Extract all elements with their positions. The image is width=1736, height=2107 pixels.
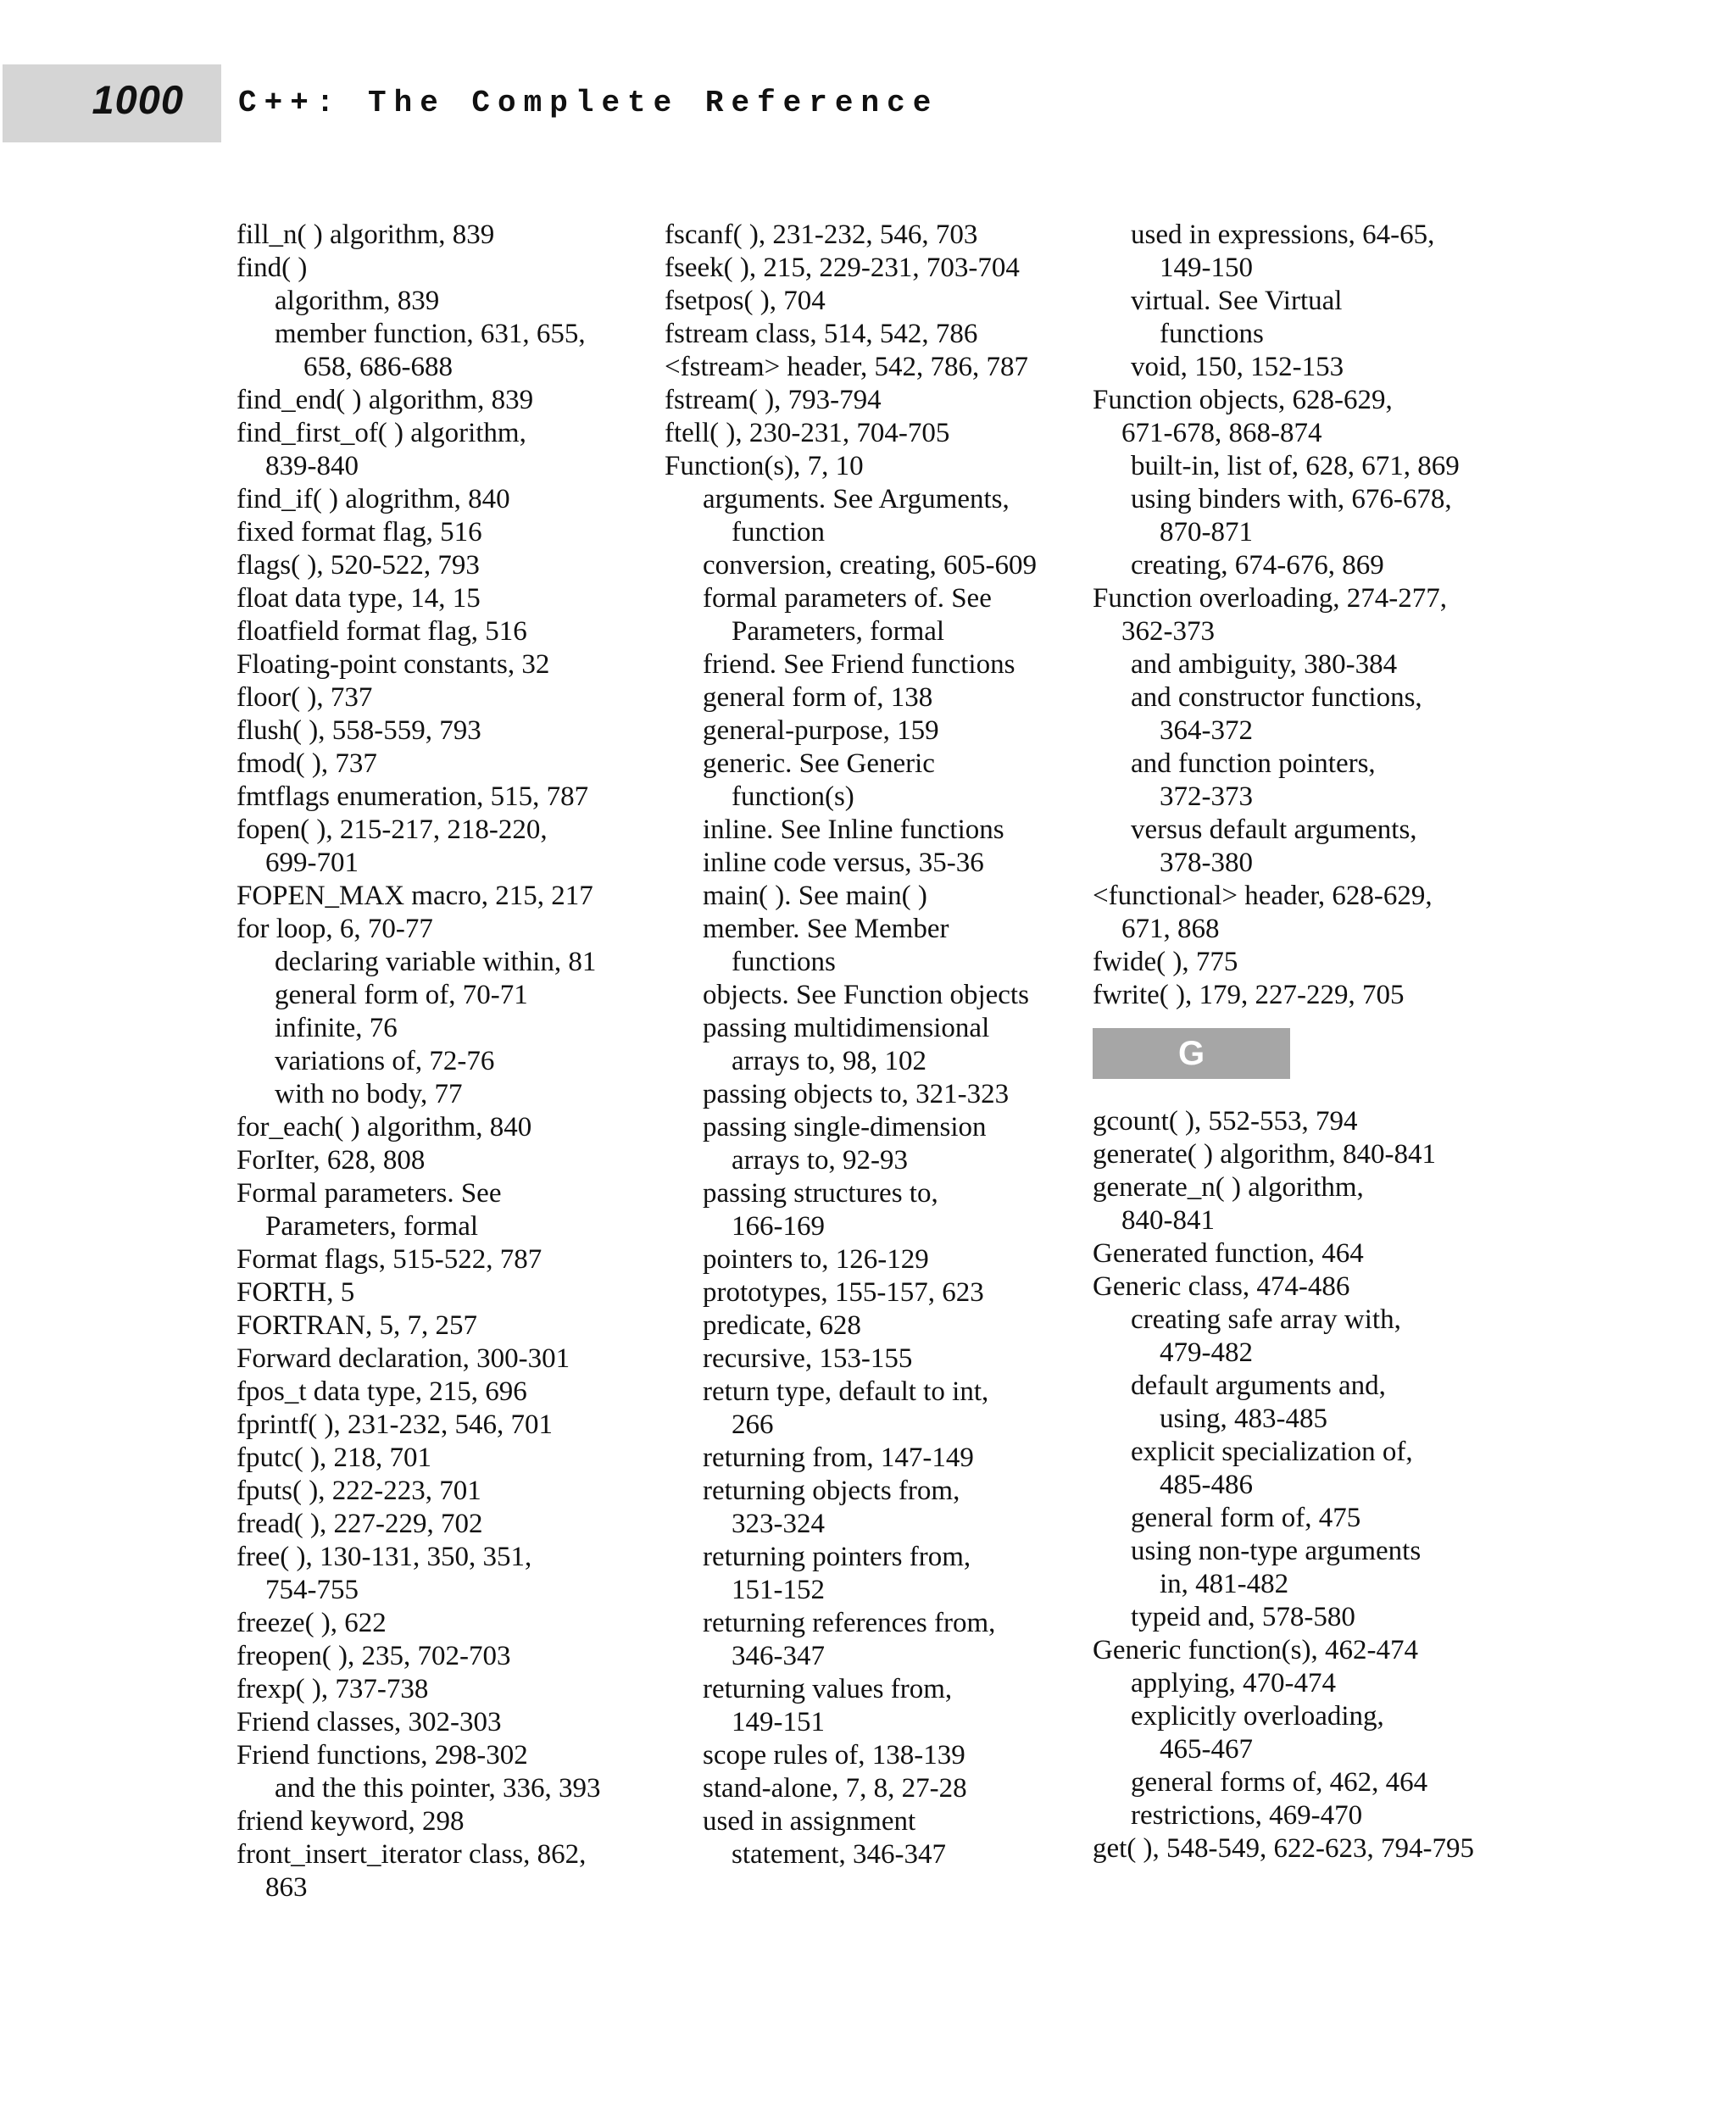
index-entry: for loop, 6, 70-77 [236, 914, 433, 944]
index-entry: Generated function, 464 [1093, 1238, 1364, 1269]
index-entry: Friend classes, 302-303 [236, 1707, 502, 1737]
index-entry-continuation: function [732, 517, 825, 548]
index-entry: fmod( ), 737 [236, 748, 377, 779]
index-entry-continuation: 149-150 [1160, 253, 1253, 283]
index-entry: predicate, 628 [703, 1310, 861, 1341]
index-entry: passing objects to, 321-323 [703, 1079, 1010, 1109]
index-entry-continuation: function(s) [732, 781, 854, 812]
index-entry: fmtflags enumeration, 515, 787 [236, 781, 589, 812]
index-entry: using non-type arguments [1131, 1536, 1422, 1566]
index-entry: void, 150, 152-153 [1131, 352, 1344, 382]
index-entry: infinite, 76 [275, 1013, 398, 1043]
index-entry: declaring variable within, 81 [275, 947, 597, 977]
index-entry: fpos_t data type, 215, 696 [236, 1376, 527, 1407]
index-entry: fstream( ), 793-794 [665, 385, 882, 415]
index-entry: frexp( ), 737-738 [236, 1674, 429, 1704]
index-entry: inline. See Inline functions [703, 814, 1004, 845]
index-entry: and constructor functions, [1131, 682, 1422, 713]
index-entry: FORTRAN, 5, 7, 257 [236, 1310, 478, 1341]
index-entry: returning objects from, [703, 1476, 960, 1506]
index-entry: formal parameters of. See [703, 583, 992, 614]
index-entry-continuation: 362-373 [1121, 616, 1215, 647]
index-entry: and function pointers, [1131, 748, 1376, 779]
index-entry-continuation: 166-169 [732, 1211, 825, 1242]
index-entry: main( ). See main( ) [703, 881, 927, 911]
index-entry-continuation: 863 [265, 1872, 308, 1903]
index-entry: recursive, 153-155 [703, 1343, 913, 1374]
index-entry: explicit specialization of, [1131, 1437, 1413, 1467]
index-entry: member function, 631, 655, [275, 319, 586, 349]
index-column-3 [1093, 219, 1533, 1865]
index-entry: fopen( ), 215-217, 218-220, [236, 814, 548, 845]
index-entry: scope rules of, 138-139 [703, 1740, 965, 1771]
index-entry: fscanf( ), 231-232, 546, 703 [665, 220, 978, 250]
index-entry: fprintf( ), 231-232, 546, 701 [236, 1409, 554, 1440]
index-entry: general form of, 70-71 [275, 980, 528, 1010]
index-entry: returning values from, [703, 1674, 953, 1704]
index-entry: creating, 674-676, 869 [1131, 550, 1384, 581]
index-entry: <functional> header, 628-629, [1093, 881, 1433, 911]
index-entry-continuation: 840-841 [1121, 1205, 1215, 1236]
index-entry: returning references from, [703, 1608, 996, 1638]
index-entry-continuation: 266 [732, 1409, 774, 1440]
index-entry: creating safe array with, [1131, 1304, 1401, 1335]
index-entry: floatfield format flag, 516 [236, 616, 527, 647]
index-entry-continuation: 364-372 [1160, 715, 1253, 746]
index-entry: find( ) [236, 253, 308, 283]
index-entry-continuation: 839-840 [265, 451, 359, 481]
index-entry: get( ), 548-549, 622-623, 794-795 [1093, 1833, 1475, 1864]
index-entry: prototypes, 155-157, 623 [703, 1277, 984, 1308]
index-entry: FOPEN_MAX macro, 215, 217 [236, 881, 593, 911]
index-entry: front_insert_iterator class, 862, [236, 1839, 587, 1870]
index-entry: fixed format flag, 516 [236, 517, 482, 548]
index-entry-continuation: statement, 346-347 [732, 1839, 946, 1870]
index-entry-continuation: 149-151 [732, 1707, 825, 1737]
index-entry: fputs( ), 222-223, 701 [236, 1476, 481, 1506]
index-entry-continuation: 465-467 [1160, 1734, 1253, 1765]
index-entry: general-purpose, 159 [703, 715, 939, 746]
index-entry-continuation: 372-373 [1160, 781, 1253, 812]
index-entry: flags( ), 520-522, 793 [236, 550, 480, 581]
index-entry: find_if( ) alogrithm, 840 [236, 484, 510, 514]
index-entry-continuation: 485-486 [1160, 1470, 1253, 1500]
index-entry-continuation: 479-482 [1160, 1337, 1253, 1368]
index-entry: <fstream> header, 542, 786, 787 [665, 352, 1029, 382]
index-entry: ftell( ), 230-231, 704-705 [665, 418, 950, 448]
index-entry: generate( ) algorithm, 840-841 [1093, 1139, 1437, 1170]
index-entry: fwide( ), 775 [1093, 947, 1238, 977]
index-entry-continuation: in, 481-482 [1160, 1569, 1289, 1599]
index-entry: Forward declaration, 300-301 [236, 1343, 570, 1374]
index-entry-continuation: 699-701 [265, 848, 359, 878]
index-entry: freeze( ), 622 [236, 1608, 387, 1638]
index-entry: with no body, 77 [275, 1079, 463, 1109]
index-entry-continuation: functions [732, 947, 836, 977]
index-entry: returning pointers from, [703, 1542, 971, 1572]
index-entry: Generic class, 474-486 [1093, 1271, 1350, 1302]
index-entry: friend keyword, 298 [236, 1806, 465, 1837]
index-entry: algorithm, 839 [275, 286, 440, 316]
index-entry: float data type, 14, 15 [236, 583, 481, 614]
index-entry: fill_n( ) algorithm, 839 [236, 220, 495, 250]
index-entry-continuation: using, 483-485 [1160, 1404, 1327, 1434]
index-entry-continuation: functions [1160, 319, 1264, 349]
index-entry: conversion, creating, 605-609 [703, 550, 1038, 581]
index-entry-continuation: 754-755 [265, 1575, 359, 1605]
index-entry: fseek( ), 215, 229-231, 703-704 [665, 253, 1020, 283]
index-entry: Function(s), 7, 10 [665, 451, 864, 481]
index-entry-continuation: 323-324 [732, 1509, 825, 1539]
index-entry: typeid and, 578-580 [1131, 1602, 1355, 1632]
index-column-3-before-section [1093, 219, 1533, 1012]
index-entry: FORTH, 5 [236, 1277, 355, 1308]
index-entry: fstream class, 514, 542, 786 [665, 319, 978, 349]
index-entry: generate_n( ) algorithm, [1093, 1172, 1364, 1203]
page-number: 1000 [92, 77, 184, 122]
index-entry: friend. See Friend functions [703, 649, 1015, 680]
index-entry: generic. See Generic [703, 748, 935, 779]
index-entry: Friend functions, 298-302 [236, 1740, 528, 1771]
index-entry: passing structures to, [703, 1178, 938, 1209]
index-entry-continuation: 658, 686-688 [303, 352, 453, 382]
index-entry: variations of, 72-76 [275, 1046, 495, 1076]
index-entry: passing single-dimension [703, 1112, 987, 1142]
index-entry-continuation: 671, 868 [1121, 914, 1220, 944]
index-entry: fputc( ), 218, 701 [236, 1443, 432, 1473]
index-entry-continuation: 870-871 [1160, 517, 1253, 548]
index-entry: built-in, list of, 628, 671, 869 [1131, 451, 1460, 481]
index-entry: freopen( ), 235, 702-703 [236, 1641, 511, 1671]
index-entry: general forms of, 462, 464 [1131, 1767, 1428, 1798]
index-entry-continuation: 378-380 [1160, 848, 1253, 878]
index-entry: versus default arguments, [1131, 814, 1417, 845]
index-entry-continuation: arrays to, 98, 102 [732, 1046, 927, 1076]
index-entry: Generic function(s), 462-474 [1093, 1635, 1418, 1665]
index-entry: Floating-point constants, 32 [236, 649, 550, 680]
index-entry: using binders with, 676-678, [1131, 484, 1452, 514]
index-column-2 [665, 219, 1088, 1871]
page-number-box [3, 64, 221, 142]
index-entry-continuation: 671-678, 868-874 [1121, 418, 1322, 448]
index-column-1 [236, 219, 660, 1904]
index-entry: returning from, 147-149 [703, 1443, 974, 1473]
index-entry: and the this pointer, 336, 393 [275, 1773, 601, 1804]
index-entry: Function overloading, 274-277, [1093, 583, 1447, 614]
index-entry: explicitly overloading, [1131, 1701, 1384, 1732]
index-entry: fread( ), 227-229, 702 [236, 1509, 483, 1539]
index-entry: objects. See Function objects [703, 980, 1029, 1010]
index-entry: restrictions, 469-470 [1131, 1800, 1363, 1831]
index-entry: Function objects, 628-629, [1093, 385, 1393, 415]
index-entry: arguments. See Arguments, [703, 484, 1010, 514]
index-entry: general form of, 138 [703, 682, 933, 713]
index-entry: find_end( ) algorithm, 839 [236, 385, 534, 415]
index-entry: stand-alone, 7, 8, 27-28 [703, 1773, 967, 1804]
index-entry: Formal parameters. See [236, 1178, 502, 1209]
running-title: C++: The Complete Reference [238, 86, 939, 120]
index-entry: floor( ), 737 [236, 682, 373, 713]
index-entry: virtual. See Virtual [1131, 286, 1343, 316]
section-header-wrap [1093, 1028, 1533, 1091]
index-entry: flush( ), 558-559, 793 [236, 715, 481, 746]
index-entry: applying, 470-474 [1131, 1668, 1336, 1698]
index-entry: default arguments and, [1131, 1370, 1386, 1401]
index-entry: and ambiguity, 380-384 [1131, 649, 1398, 680]
index-column-3-after-section [1093, 1105, 1533, 1865]
index-entry: member. See Member [703, 914, 949, 944]
index-entry: fwrite( ), 179, 227-229, 705 [1093, 980, 1405, 1010]
index-entry: Format flags, 515-522, 787 [236, 1244, 542, 1275]
index-entry-continuation: 151-152 [732, 1575, 825, 1605]
index-entry: inline code versus, 35-36 [703, 848, 984, 878]
index-entry: passing multidimensional [703, 1013, 990, 1043]
index-entry: pointers to, 126-129 [703, 1244, 929, 1275]
index-entry: fsetpos( ), 704 [665, 286, 826, 316]
index-entry-continuation: Parameters, formal [265, 1211, 479, 1242]
index-entry: find_first_of( ) algorithm, [236, 418, 526, 448]
index-entry-continuation: 346-347 [732, 1641, 825, 1671]
index-entry: used in assignment [703, 1806, 916, 1837]
index-entry: return type, default to int, [703, 1376, 989, 1407]
section-header-g: G [1093, 1028, 1290, 1079]
index-entry: for_each( ) algorithm, 840 [236, 1112, 532, 1142]
index-entry: general form of, 475 [1131, 1503, 1361, 1533]
index-entry: gcount( ), 552-553, 794 [1093, 1106, 1358, 1137]
index-entry: free( ), 130-131, 350, 351, [236, 1542, 532, 1572]
index-entry-continuation: Parameters, formal [732, 616, 945, 647]
index-entry-continuation: arrays to, 92-93 [732, 1145, 909, 1176]
index-entry: used in expressions, 64-65, [1131, 220, 1435, 250]
index-entry: ForIter, 628, 808 [236, 1145, 426, 1176]
